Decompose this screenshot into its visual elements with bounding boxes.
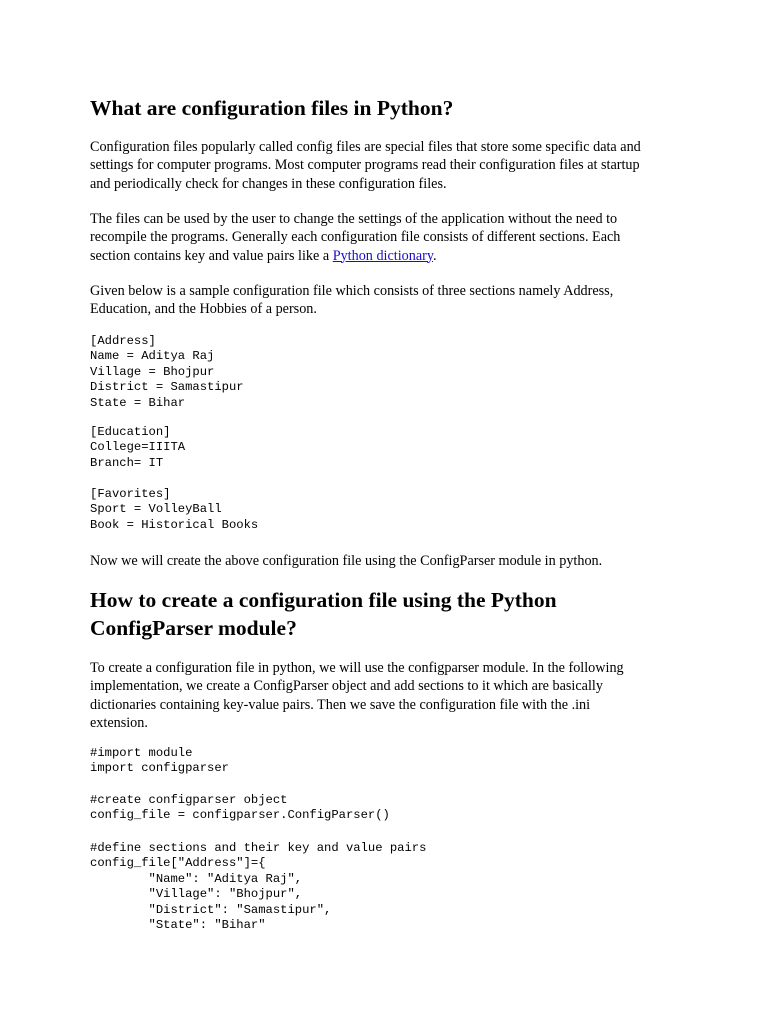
code-block-favorites: [Favorites] Sport = VolleyBall Book = Historical Books	[90, 487, 259, 532]
section-heading-create-config	[90, 586, 557, 642]
heading-line: How to create a configuration file using the Python	[90, 588, 557, 612]
paragraph-line: .	[433, 247, 437, 264]
section-heading-config-files: What are configuration files in Python?	[90, 96, 454, 120]
paragraph-line: settings for computer programs. Most computer programs read their configuration files at startup	[90, 157, 640, 174]
code-block-import: #import module import configparser	[90, 746, 229, 776]
paragraph-line: section contains key and value pairs like a	[90, 247, 333, 264]
paragraph-line: The files can be used by the user to change the settings of the application without the need to	[90, 211, 618, 227]
code-block-create-object: #create configparser object config_file = configparser.ConfigParser()	[90, 793, 390, 823]
paragraph-line: To create a configuration file in python, we will use the configparser module. In the following	[90, 660, 624, 676]
code-block-address: [Address] Name = Aditya Raj Village = Bhojpur District = Samastipur State = Bihar	[90, 334, 244, 410]
paragraph-line: extension.	[90, 714, 148, 731]
paragraph-sample-intro	[90, 282, 613, 319]
paragraph-implementation	[90, 659, 624, 732]
python-dictionary-link[interactable]: Python dictionary	[332, 247, 434, 264]
paragraph-line: implementation, we create a ConfigParser object and add sections to it which are basically	[90, 678, 603, 695]
heading-line: ConfigParser module?	[90, 616, 297, 640]
paragraph-config-intro	[90, 138, 641, 193]
paragraph-line: dictionaries containing key-value pairs. Then we save the configuration file with the .ini	[90, 696, 591, 713]
code-block-define-sections: #define sections and their key and value pairs config_file["Address"]={ "Name": "Aditya Raj", "Village": "Bhojpur", "District": "Samastipur", "State": "Bihar"	[90, 841, 427, 933]
paragraph-line: Given below is a sample configuration file which consists of three sections namely Address,	[90, 283, 614, 299]
paragraph-create-intro: Now we will create the above configuration file using the ConfigParser module in python.	[90, 553, 603, 569]
paragraph-line: Education, and the Hobbies of a person.	[90, 301, 317, 318]
code-block-education: [Education] College=IIITA Branch= IT	[90, 425, 186, 470]
paragraph-line: and periodically check for changes in these configuration files.	[90, 175, 447, 192]
paragraph-line: Configuration files popularly called config files are special files that store some specific data and	[90, 139, 641, 155]
paragraph-line: recompile the programs. Generally each configuration file consists of different sections. Each	[90, 229, 621, 246]
paragraph-config-usage	[90, 210, 620, 265]
